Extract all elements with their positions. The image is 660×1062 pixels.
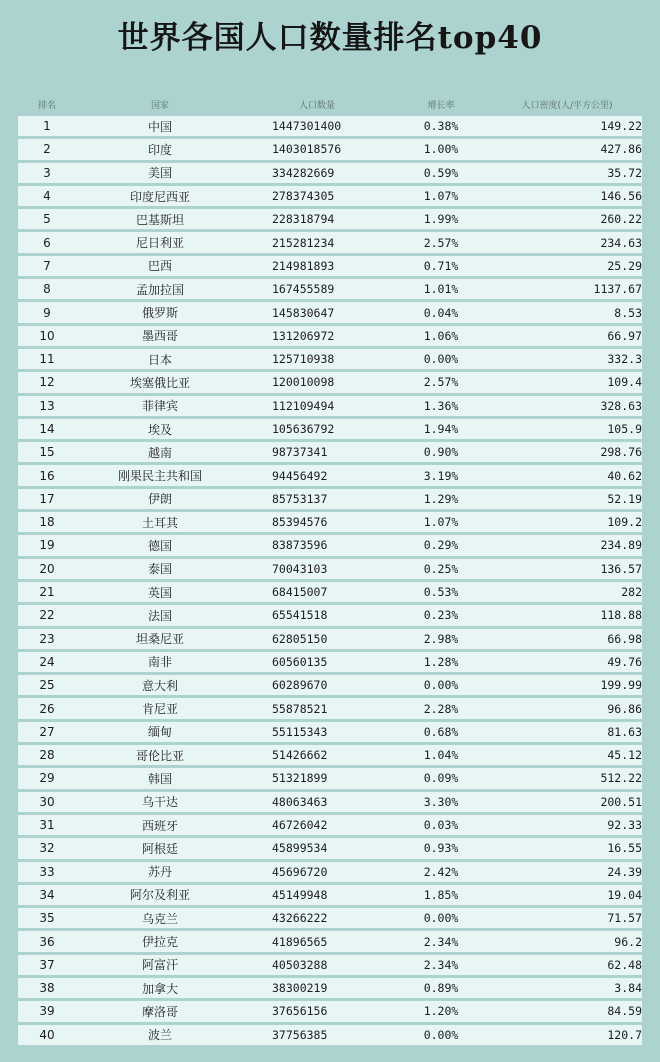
cell-population: 278374305 — [272, 189, 335, 204]
cell-rank: 38 — [39, 981, 55, 996]
cell-growth: 3.19% — [423, 468, 459, 483]
cell-growth: 0.09% — [423, 771, 459, 786]
page-title: 世界各国人口数量排名top40 — [117, 20, 543, 56]
cell-density: 24.39 — [607, 864, 642, 879]
table-row — [18, 582, 642, 602]
cell-rank: 5 — [43, 212, 51, 227]
cell-population: 37656156 — [272, 1004, 328, 1019]
cell-population: 48063463 — [272, 794, 328, 809]
table-row — [18, 442, 642, 462]
cell-country: 巴西 — [147, 259, 172, 274]
cell-country: 尼日利亚 — [135, 236, 184, 251]
cell-country: 苏丹 — [147, 865, 172, 880]
cell-density: 298.76 — [600, 445, 642, 460]
cell-country: 乌干达 — [141, 795, 178, 810]
cell-population: 167455589 — [272, 282, 335, 297]
cell-density: 35.72 — [607, 165, 642, 180]
table-row — [18, 675, 642, 695]
cell-growth: 0.00% — [423, 911, 459, 926]
cell-country: 摩洛哥 — [141, 1004, 178, 1019]
table-body — [18, 116, 642, 1045]
cell-population: 60560135 — [272, 654, 328, 669]
cell-population: 131206972 — [272, 328, 335, 343]
cell-growth: 0.00% — [423, 678, 459, 693]
cell-rank: 21 — [39, 585, 55, 600]
cell-density: 282 — [621, 585, 642, 600]
cell-country: 坦桑尼亚 — [135, 632, 184, 647]
cell-country: 越南 — [147, 445, 172, 460]
table-row — [18, 139, 642, 159]
cell-rank: 40 — [39, 1027, 55, 1042]
cell-growth: 2.34% — [423, 957, 459, 972]
cell-density: 66.97 — [607, 328, 642, 343]
cell-density: 3.84 — [614, 981, 642, 996]
cell-rank: 10 — [39, 328, 55, 343]
cell-rank: 2 — [43, 142, 51, 157]
cell-country: 肯尼亚 — [141, 702, 178, 717]
cell-country: 埃塞俄比亚 — [129, 375, 190, 390]
cell-population: 94456492 — [272, 468, 328, 483]
cell-country: 俄罗斯 — [141, 306, 178, 321]
cell-density: 105.9 — [607, 422, 642, 436]
cell-population: 45149948 — [272, 887, 328, 902]
cell-population: 60289670 — [272, 678, 328, 693]
cell-population: 51426662 — [272, 748, 328, 763]
table-row — [18, 559, 642, 579]
cell-density: 96.2 — [614, 934, 642, 949]
table-row — [18, 862, 642, 882]
cell-population: 46726042 — [272, 818, 328, 833]
cell-population: 55878521 — [272, 701, 328, 716]
table-row — [18, 302, 642, 322]
cell-rank: 30 — [39, 794, 55, 809]
cell-density: 25.29 — [607, 258, 642, 273]
cell-rank: 1 — [43, 119, 51, 134]
cell-density: 62.48 — [607, 957, 642, 972]
cell-country: 阿尔及利亚 — [129, 888, 190, 903]
cell-density: 328.63 — [600, 398, 642, 413]
table-row — [18, 768, 642, 788]
cell-growth: 0.38% — [423, 119, 459, 134]
table-row — [18, 256, 642, 276]
cell-density: 19.04 — [607, 887, 642, 902]
cell-growth: 0.71% — [423, 258, 459, 273]
cell-density: 512.22 — [600, 771, 642, 786]
cell-rank: 24 — [39, 654, 55, 669]
cell-population: 41896565 — [272, 934, 328, 949]
cell-rank: 8 — [43, 282, 51, 297]
cell-growth: 1.29% — [423, 491, 459, 506]
cell-density: 49.76 — [607, 654, 642, 669]
cell-population: 120010098 — [272, 375, 335, 390]
cell-growth: 0.59% — [423, 165, 459, 180]
table-row — [18, 1025, 642, 1045]
table-header — [18, 94, 642, 114]
table-row — [18, 838, 642, 858]
table-row — [18, 326, 642, 346]
cell-density: 71.57 — [607, 911, 642, 926]
cell-density: 66.98 — [607, 631, 642, 646]
cell-population: 85394576 — [272, 515, 328, 530]
cell-population: 43266222 — [272, 911, 328, 926]
cell-rank: 34 — [39, 887, 55, 902]
cell-population: 37756385 — [272, 1027, 328, 1042]
cell-population: 70043103 — [272, 561, 328, 576]
cell-population: 85753137 — [272, 491, 328, 506]
table-row — [18, 209, 642, 229]
header-country: 国家 — [150, 100, 169, 111]
cell-country: 美国 — [147, 166, 172, 181]
cell-growth: 1.99% — [423, 212, 459, 227]
cell-population: 55115343 — [272, 724, 328, 739]
cell-growth: 0.04% — [423, 305, 459, 320]
cell-rank: 18 — [39, 515, 55, 530]
table-row — [18, 815, 642, 835]
cell-growth: 0.25% — [423, 561, 459, 576]
cell-population: 145830647 — [272, 305, 335, 320]
cell-population: 334282669 — [272, 165, 335, 180]
cell-rank: 29 — [39, 771, 55, 786]
cell-rank: 28 — [39, 748, 55, 763]
cell-density: 234.89 — [600, 538, 642, 553]
cell-growth: 0.29% — [423, 538, 459, 553]
cell-population: 98737341 — [272, 445, 328, 460]
population-table — [18, 94, 642, 1048]
cell-growth: 2.42% — [423, 864, 459, 879]
cell-rank: 26 — [39, 701, 55, 716]
cell-growth: 1.07% — [423, 189, 459, 204]
cell-rank: 9 — [43, 305, 51, 320]
cell-density: 200.51 — [600, 794, 642, 809]
header-rank: 排名 — [37, 100, 56, 111]
cell-country: 印度尼西亚 — [129, 189, 190, 204]
cell-rank: 11 — [39, 352, 55, 367]
cell-population: 83873596 — [272, 538, 328, 553]
table-row — [18, 279, 642, 299]
cell-population: 51321899 — [272, 771, 328, 786]
cell-density: 109.4 — [607, 375, 642, 390]
cell-population: 215281234 — [272, 235, 335, 250]
cell-growth: 0.89% — [423, 981, 459, 996]
table-row — [18, 465, 642, 485]
cell-population: 40503288 — [272, 957, 328, 972]
cell-density: 45.12 — [607, 748, 642, 763]
table-row — [18, 745, 642, 765]
cell-density: 8.53 — [614, 305, 642, 320]
cell-rank: 17 — [39, 491, 55, 506]
cell-country: 伊拉克 — [141, 935, 178, 950]
table-row — [18, 629, 642, 649]
cell-population: 228318794 — [272, 212, 335, 227]
cell-country: 英国 — [147, 585, 172, 600]
cell-rank: 20 — [39, 561, 55, 576]
cell-growth: 3.30% — [423, 794, 459, 809]
table-row — [18, 792, 642, 812]
cell-country: 阿根廷 — [141, 841, 178, 856]
cell-rank: 39 — [39, 1004, 55, 1019]
cell-density: 109.2 — [607, 515, 642, 530]
cell-growth: 1.06% — [423, 328, 459, 343]
cell-density: 16.55 — [607, 841, 642, 856]
cell-rank: 15 — [39, 445, 55, 460]
cell-rank: 22 — [39, 608, 55, 623]
cell-rank: 19 — [39, 538, 55, 553]
table-row — [18, 908, 642, 928]
header-growth: 增长率 — [427, 100, 455, 111]
table-row — [18, 931, 642, 951]
cell-growth: 1.28% — [423, 654, 459, 669]
cell-country: 伊朗 — [147, 492, 172, 507]
cell-density: 199.99 — [600, 678, 642, 693]
cell-growth: 1.20% — [423, 1004, 459, 1019]
cell-growth: 0.23% — [423, 608, 459, 623]
cell-density: 1137.67 — [593, 282, 642, 297]
cell-density: 146.56 — [600, 189, 642, 204]
cell-density: 40.62 — [607, 468, 642, 483]
cell-rank: 6 — [43, 235, 51, 250]
cell-rank: 7 — [43, 258, 51, 273]
cell-population: 45899534 — [272, 841, 328, 856]
cell-density: 427.86 — [600, 142, 642, 157]
cell-rank: 16 — [39, 468, 55, 483]
cell-country: 南非 — [147, 655, 172, 670]
table-row — [18, 349, 642, 369]
cell-rank: 23 — [39, 631, 55, 646]
cell-country: 西班牙 — [141, 818, 178, 833]
cell-density: 118.88 — [600, 608, 642, 623]
cell-rank: 31 — [39, 818, 55, 833]
cell-density: 149.22 — [600, 119, 642, 134]
cell-country: 哥伦比亚 — [135, 748, 184, 763]
cell-country: 中国 — [147, 119, 172, 134]
cell-growth: 2.57% — [423, 235, 459, 250]
cell-country: 印度 — [147, 142, 172, 157]
cell-population: 38300219 — [272, 981, 328, 996]
table-row — [18, 116, 642, 136]
cell-rank: 25 — [39, 678, 55, 693]
cell-growth: 1.94% — [423, 422, 459, 436]
cell-density: 52.19 — [607, 491, 642, 506]
cell-country: 波兰 — [147, 1028, 172, 1043]
cell-rank: 32 — [39, 841, 55, 856]
cell-population: 45696720 — [272, 864, 328, 879]
table-row — [18, 232, 642, 252]
cell-density: 136.57 — [600, 561, 642, 576]
cell-density: 234.63 — [600, 235, 642, 250]
cell-density: 92.33 — [607, 818, 642, 833]
table-row — [18, 722, 642, 742]
table-row — [18, 535, 642, 555]
cell-growth: 1.07% — [423, 515, 459, 530]
cell-rank: 14 — [39, 422, 55, 436]
table-row — [18, 1001, 642, 1021]
table-row — [18, 955, 642, 975]
cell-country: 德国 — [147, 538, 172, 553]
cell-country: 巴基斯坦 — [135, 212, 184, 227]
cell-rank: 36 — [39, 934, 55, 949]
cell-country: 缅甸 — [147, 725, 172, 740]
cell-population: 214981893 — [272, 258, 335, 273]
cell-growth: 2.34% — [423, 934, 459, 949]
cell-population: 1403018576 — [272, 142, 342, 157]
cell-rank: 12 — [39, 375, 55, 390]
cell-growth: 2.28% — [423, 701, 459, 716]
cell-country: 乌克兰 — [141, 911, 178, 926]
cell-country: 泰国 — [147, 562, 172, 577]
cell-growth: 0.68% — [423, 724, 459, 739]
cell-rank: 27 — [39, 724, 55, 739]
cell-growth: 0.00% — [423, 352, 459, 367]
cell-density: 260.22 — [600, 212, 642, 227]
cell-density: 96.86 — [607, 701, 642, 716]
cell-growth: 1.01% — [423, 282, 459, 297]
cell-country: 埃及 — [147, 422, 172, 437]
cell-country: 孟加拉国 — [135, 282, 184, 297]
cell-population: 68415007 — [272, 585, 328, 600]
cell-growth: 2.98% — [423, 631, 459, 646]
cell-population: 65541518 — [272, 608, 328, 623]
cell-rank: 13 — [39, 398, 55, 413]
cell-country: 阿富汗 — [141, 958, 178, 973]
cell-country: 法国 — [147, 608, 172, 623]
cell-density: 84.59 — [607, 1004, 642, 1019]
cell-country: 韩国 — [147, 771, 172, 786]
cell-growth: 0.53% — [423, 585, 459, 600]
table-row — [18, 978, 642, 998]
cell-growth: 1.04% — [423, 748, 459, 763]
cell-country: 菲律宾 — [141, 399, 178, 414]
cell-population: 112109494 — [272, 398, 335, 413]
table-row — [18, 372, 642, 392]
cell-rank: 35 — [39, 911, 55, 926]
table-row — [18, 512, 642, 532]
table-row — [18, 396, 642, 416]
cell-population: 62805150 — [272, 631, 328, 646]
cell-country: 墨西哥 — [141, 329, 178, 344]
cell-rank: 3 — [43, 165, 51, 180]
table-row — [18, 885, 642, 905]
header-density: 人口密度(人/平方公里) — [521, 100, 613, 111]
table-row — [18, 419, 642, 439]
cell-growth: 2.57% — [423, 375, 459, 390]
cell-country: 刚果民主共和国 — [117, 469, 202, 484]
cell-density: 120.7 — [607, 1027, 642, 1042]
cell-density: 332.3 — [607, 352, 642, 367]
cell-growth: 1.85% — [423, 887, 459, 902]
cell-country: 加拿大 — [141, 981, 178, 996]
cell-growth: 1.00% — [423, 142, 459, 157]
table-row — [18, 186, 642, 206]
cell-rank: 37 — [39, 957, 55, 972]
cell-growth: 0.00% — [423, 1027, 459, 1042]
table-row — [18, 605, 642, 625]
table-row — [18, 698, 642, 718]
cell-growth: 0.03% — [423, 818, 459, 833]
cell-country: 日本 — [147, 352, 172, 367]
cell-growth: 0.90% — [423, 445, 459, 460]
cell-population: 1447301400 — [272, 119, 342, 134]
cell-country: 土耳其 — [141, 515, 178, 530]
cell-rank: 33 — [39, 864, 55, 879]
header-population: 人口数量 — [298, 100, 335, 111]
cell-growth: 0.93% — [423, 841, 459, 856]
table-row — [18, 489, 642, 509]
table-row — [18, 163, 642, 183]
cell-rank: 4 — [43, 189, 51, 204]
cell-growth: 1.36% — [423, 398, 459, 413]
cell-country: 意大利 — [141, 678, 178, 693]
cell-population: 125710938 — [272, 352, 335, 367]
cell-population: 105636792 — [272, 422, 335, 436]
cell-density: 81.63 — [607, 724, 642, 739]
table-row — [18, 652, 642, 672]
